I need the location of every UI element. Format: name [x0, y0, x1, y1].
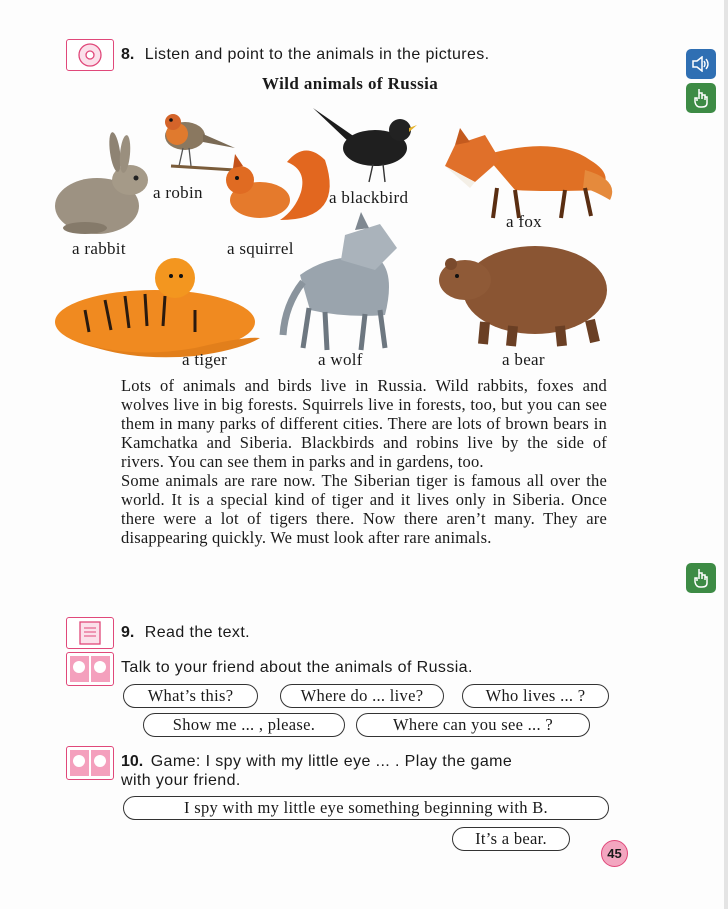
caption-bear: a bear [502, 350, 545, 369]
hand-pointer-icon [692, 87, 710, 109]
paragraph-1: Lots of animals and birds live in Russia. Wild rabbits, foxes and wolves live in big forests. Squirrels live in forests, too, but you can see them in many parks of different cities. There are lots of brown bears in Kamchatka and Siberia. Blackbirds and robins live by the side of rivers. You can see them in parks and in gardens, too. [121, 376, 607, 471]
task10-number: 10. [121, 753, 144, 770]
speech-bubble: Show me ... , please. [143, 713, 345, 737]
speech-bubble: It’s a bear. [452, 827, 570, 851]
caption-robin: a robin [153, 183, 203, 202]
task10-instruction-line2: with your friend. [121, 772, 241, 789]
caption-squirrel: a squirrel [227, 239, 294, 258]
listen-task-icon [66, 39, 114, 71]
speech-bubble: I spy with my little eye something beginning with B. [123, 796, 609, 820]
speech-bubble: What’s this? [123, 684, 258, 708]
two-faces-icon [67, 747, 113, 779]
speech-bubble: Who lives ... ? [462, 684, 609, 708]
fox-illustration [445, 128, 612, 218]
interactive-button-top[interactable] [686, 83, 716, 113]
book-icon [67, 618, 113, 648]
page-edge [724, 0, 728, 909]
speech-bubble: Where can you see ... ? [356, 713, 590, 737]
tiger-illustration [55, 258, 260, 357]
interactive-button-bottom[interactable] [686, 563, 716, 593]
task9-heading [121, 624, 250, 642]
cd-icon [67, 40, 113, 70]
task8-heading [121, 46, 490, 64]
speech-bubble: Where do ... live? [280, 684, 444, 708]
rabbit-illustration [55, 131, 148, 234]
squirrel-illustration [226, 150, 330, 220]
task9-instruction: Read the text. [144, 624, 251, 641]
paragraph-2: Some animals are rare now. The Siberian tiger is famous all over the world. It is a special kind of tiger and it lives only in Siberia. Once there were a lot of tigers there. Now there aren’t many. They are disappearing quickly. We must look after rare animals. [121, 471, 607, 547]
task8-number: 8. [121, 46, 135, 63]
audio-button[interactable] [686, 49, 716, 79]
robin-illustration [165, 114, 235, 170]
caption-rabbit: a rabbit [72, 239, 126, 258]
bear-illustration [439, 246, 607, 346]
speaker-icon [691, 56, 711, 72]
task8-instruction: Listen and point to the animals in the pictures. [144, 46, 490, 63]
task9-number: 9. [121, 624, 135, 641]
task10-instruction: Game: I spy with my little eye ... . Play the game [150, 753, 513, 770]
hand-pointer-icon [692, 567, 710, 589]
two-faces-icon [67, 653, 113, 685]
caption-tiger: a tiger [182, 350, 228, 369]
caption-blackbird: a blackbird [329, 188, 409, 207]
blackbird-illustration [313, 108, 417, 182]
reading-text [121, 376, 607, 547]
caption-wolf: a wolf [318, 350, 363, 369]
pair-work-icon [66, 652, 114, 686]
page-number: 45 [601, 840, 628, 867]
section-title: Wild animals of Russia [262, 74, 439, 93]
wolf-illustration [283, 212, 397, 350]
task9-talk: Talk to your friend about the animals of Russia. [121, 659, 473, 676]
caption-fox: a fox [506, 212, 542, 231]
pair-work-icon [66, 746, 114, 780]
read-task-icon [66, 617, 114, 649]
task10-heading [121, 753, 512, 771]
